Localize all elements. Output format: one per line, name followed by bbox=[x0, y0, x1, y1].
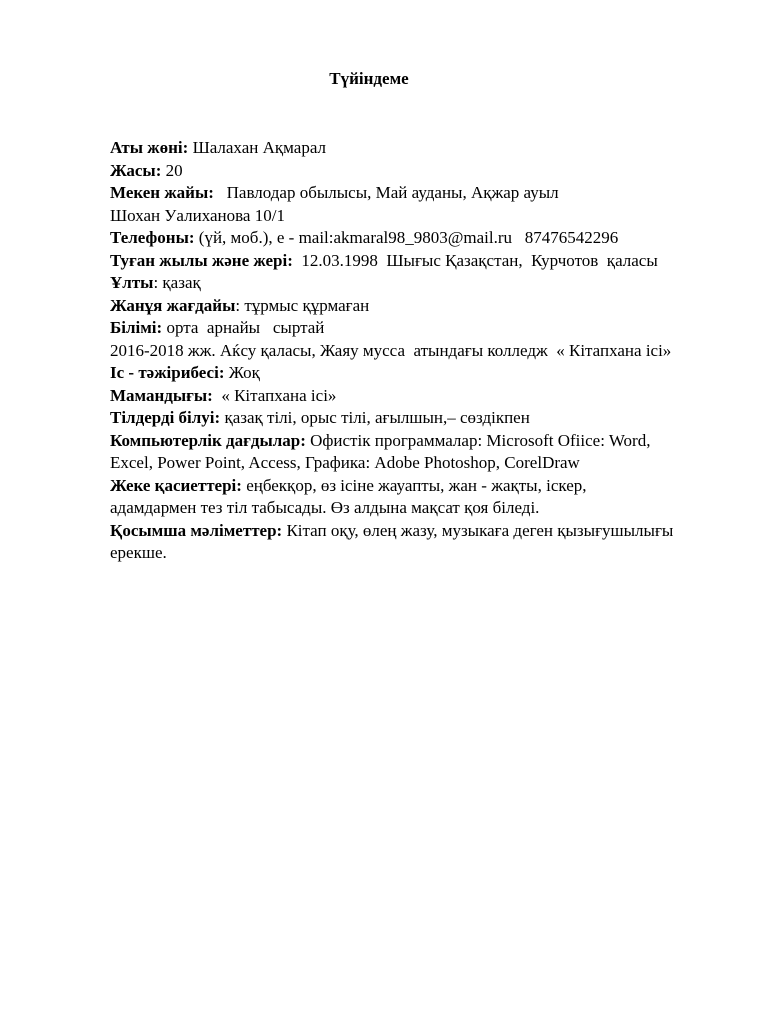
education-row-continued bbox=[110, 340, 730, 363]
computer-label: Компьютерлік дағдылар: bbox=[110, 430, 306, 450]
birth-value: 12.03.1998 Шығыс Қазақстан, Курчотов қаласы bbox=[292, 250, 658, 270]
education-label: Білімі: bbox=[110, 318, 163, 337]
phone-label: Телефоны: bbox=[110, 228, 195, 247]
computer-row bbox=[110, 430, 730, 453]
experience-row bbox=[110, 362, 730, 385]
name-value: Шалахан Ақмарал bbox=[188, 138, 327, 157]
birth-row bbox=[110, 250, 730, 273]
personal-label: Жеке қасиеттері: bbox=[110, 475, 242, 495]
family-value: : тұрмыс құрмаған bbox=[235, 295, 370, 315]
additional-label: Қосымша мәліметтер: bbox=[110, 520, 283, 540]
name-label: Аты жөні: bbox=[110, 138, 189, 157]
name-row bbox=[110, 137, 730, 160]
nationality-label: Ұлты bbox=[110, 273, 154, 292]
document-title: Түйіндеме bbox=[329, 69, 409, 88]
phone-value: (үй, моб.), е - mail:akmaral98_9803@mail.ru 87476542296 bbox=[194, 228, 619, 247]
specialty-value: « Кітапхана ісі» bbox=[212, 385, 337, 405]
address-value-line2: Шохан Уалиханова 10/1 bbox=[110, 205, 285, 225]
languages-row bbox=[110, 407, 730, 430]
age-row bbox=[110, 160, 730, 183]
specialty-row bbox=[110, 385, 730, 408]
birth-label: Туған жылы және жері: bbox=[110, 250, 293, 270]
experience-value: Жоқ bbox=[224, 363, 260, 382]
education-value: орта арнайы сыртай bbox=[162, 318, 325, 337]
resume-body bbox=[110, 137, 730, 565]
address-row bbox=[110, 182, 730, 205]
languages-value: қазақ тілі, орыс тілі, ағылшын,– сөздікпен bbox=[220, 408, 530, 427]
address-row-continued bbox=[110, 205, 730, 228]
languages-label: Тілдерді білуі: bbox=[110, 408, 221, 427]
additional-row-continued bbox=[110, 542, 730, 565]
phone-row bbox=[110, 227, 730, 250]
personal-value: еңбекқор, өз ісіне жауапты, жан - жақты, іскер, bbox=[241, 475, 587, 495]
address-value: Павлодар обылысы, Май ауданы, Ақжар ауыл bbox=[213, 183, 559, 202]
education-value-line2: 2016-2018 жж. Аќсу қаласы, Жаяу мусса атындағы колледж « Кітапхана ісі» bbox=[110, 340, 672, 360]
education-row bbox=[110, 317, 730, 340]
personal-row bbox=[110, 475, 730, 498]
computer-value: Офистік программалар: Microsoft Ofiice: Word, bbox=[305, 430, 651, 450]
nationality-row bbox=[110, 272, 730, 295]
age-label: Жасы: bbox=[110, 160, 162, 180]
family-label: Жанұя жағдайы bbox=[110, 295, 236, 315]
age-value: 20 bbox=[161, 160, 183, 180]
additional-value-line2: ерекше. bbox=[110, 543, 167, 562]
personal-row-continued bbox=[110, 497, 730, 520]
computer-row-continued bbox=[110, 452, 730, 475]
experience-label: Іс - тәжірибесі: bbox=[110, 363, 225, 382]
personal-value-line2: адамдармен тез тіл табысады. Өз алдына мақсат қоя біледі. bbox=[110, 498, 540, 517]
specialty-label: Мамандығы: bbox=[110, 385, 213, 405]
address-label: Мекен жайы: bbox=[110, 183, 214, 202]
family-row bbox=[110, 295, 730, 318]
additional-value: Кітап оқу, өлең жазу, музыкаға деген қызығушылығы bbox=[282, 520, 674, 540]
additional-row bbox=[110, 520, 730, 543]
computer-value-line2: Excel, Power Point, Access, Графика: Adobe Photoshop, CorelDraw bbox=[110, 453, 580, 472]
nationality-value: : қазақ bbox=[153, 273, 201, 292]
